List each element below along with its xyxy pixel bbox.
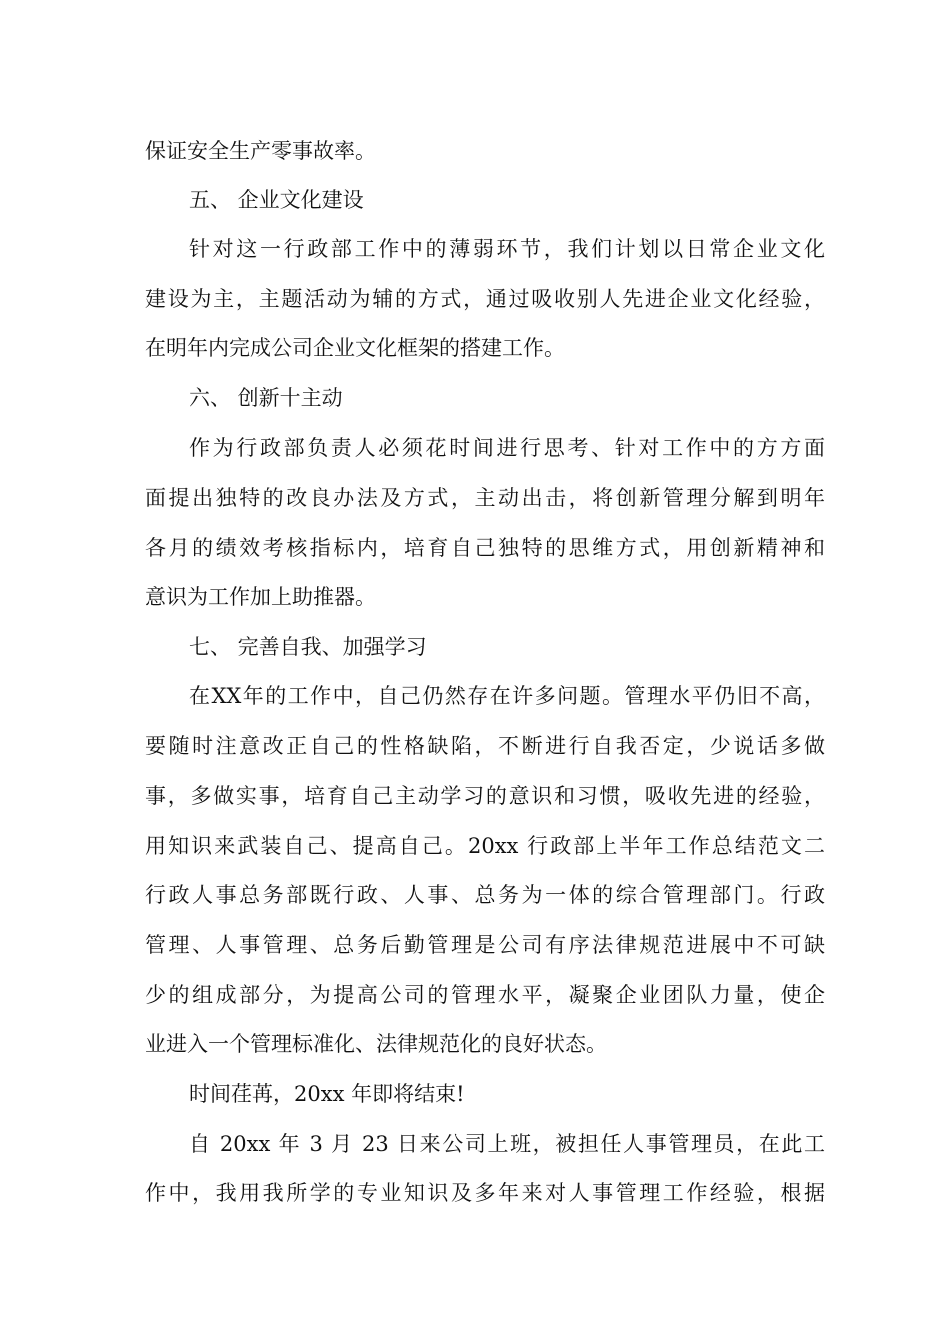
text-line: 针对这一行政部工作中的薄弱环节，我们计划以日常企业文化 [189,237,825,261]
text-line: 自 20xx 年 3 月 23 日来公司上班，被担任人事管理员，在此工 [189,1132,825,1156]
text-line: 管理、人事管理、总务后勤管理是公司有序法律规范进展中不可缺 [145,933,825,957]
text-line: 用知识来武装自己、提高自己。20xx 行政部上半年工作总结范文二 [145,834,825,858]
text-line: 时间荏苒，20xx 年即将结束! [189,1082,465,1106]
text-line: 作为行政部负责人必须花时间进行思考、针对工作中的方方面 [189,436,825,460]
text-line: 面提出独特的改良办法及方式，主动出击，将创新管理分解到明年 [145,486,825,510]
text-line: 在明年内完成公司企业文化框架的搭建工作。 [145,336,565,360]
text-line: 少的组成部分，为提高公司的管理水平，凝聚企业团队力量，使企 [145,983,825,1007]
text-line: 建设为主，主题活动为辅的方式，通过吸收别人先进企业文化经验， [145,287,825,311]
text-line: 行政人事总务部既行政、人事、总务为一体的综合管理部门。行政 [145,883,825,907]
section-heading: 六、 创新十主动 [189,386,343,410]
text-line: 事，多做实事，培育自己主动学习的意识和习惯，吸收先进的经验， [145,784,825,808]
text-line: 业进入一个管理标准化、法律规范化的良好状态。 [145,1032,607,1056]
text-line: 在XX年的工作中，自己仍然存在许多问题。管理水平仍旧不高， [189,684,825,708]
section-heading: 七、 完善自我、加强学习 [189,635,427,659]
text-line: 作中，我用我所学的专业知识及多年来对人事管理工作经验，根据 [145,1181,825,1205]
text-line: 各月的绩效考核指标内，培育自己独特的思维方式，用创新精神和 [145,536,825,560]
text-line: 保证安全生产零事故率。 [145,139,376,163]
section-heading: 五、 企业文化建设 [189,188,364,212]
text-line: 意识为工作加上助推器。 [145,585,376,609]
text-line: 要随时注意改正自己的性格缺陷，不断进行自我否定，少说话多做 [145,734,825,758]
